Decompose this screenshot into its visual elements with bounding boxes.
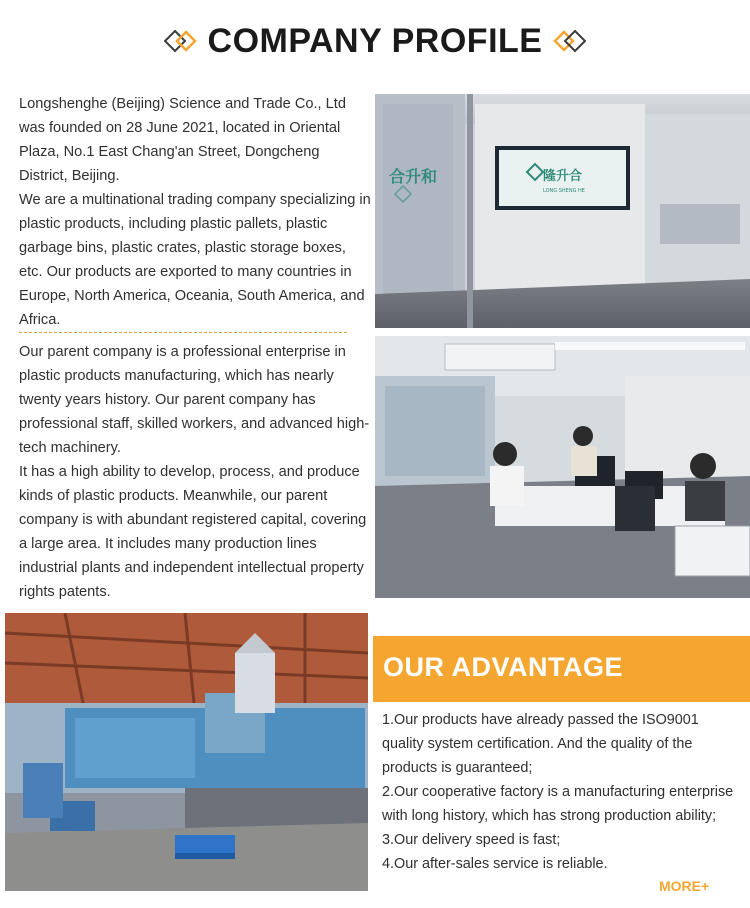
page-header <box>0 18 750 64</box>
reception-screen-logo-text: 隆升合 <box>543 169 583 184</box>
advantage-item-service: 4.Our after-sales service is reliable. <box>382 856 608 872</box>
parent-paragraph-history: Our parent company is a professional enterprise in plastic products manufacturing, which has nearly twenty years history. Our parent company has professional staff, skilled workers, and advanced high-tech machinery. <box>19 344 370 456</box>
intro-paragraph-founding: Longshenghe (Beijing) Science and Trade Co., Ltd was founded on 28 June 2021, located in Oriental Plaza, No.1 East Chang'an Street, Dongcheng District, Beijing. <box>19 96 346 184</box>
factory-photo <box>5 613 368 891</box>
diamond-ornament-right-icon <box>552 29 586 53</box>
advantage-item-factory: 2.Our cooperative factory is a manufacturing enterprise with long history, which has strong production ability; <box>382 784 734 824</box>
reception-screen-logo-subtext: LONG SHENG HE <box>543 188 585 194</box>
advantage-banner <box>373 636 750 702</box>
company-intro <box>19 92 371 332</box>
advantage-title: OUR ADVANTAGE <box>383 652 623 682</box>
reception-photo <box>375 94 750 328</box>
reception-wall-sign: 合升和 <box>389 167 438 186</box>
page-title: COMPANY PROFILE <box>207 21 543 60</box>
parent-paragraph-capability: It has a high ability to develop, process, and produce kinds of plastic products. Meanwhile, our parent company is with abundant registered capital, covering a large area. It includes many production lines industrial plants and independent intellectual property rights patents. <box>19 464 367 600</box>
diamond-ornament-left-icon <box>164 29 198 53</box>
office-photo <box>375 336 750 598</box>
section-divider <box>19 332 347 333</box>
advantage-item-delivery: 3.Our delivery speed is fast; <box>382 832 561 848</box>
parent-company-description <box>19 340 371 604</box>
advantage-item-certification: 1.Our products have already passed the ISO9001 quality system certification. And the quality of the products is guaranteed; <box>382 712 699 776</box>
intro-paragraph-business: We are a multinational trading company specializing in plastic products, including plastic pallets, plastic garbage bins, plastic crates, plastic storage boxes, etc. Our products are exported to many countries in Europe, North America, Oceania, South America, and Africa. <box>19 192 371 328</box>
advantage-list <box>382 708 742 876</box>
more-link[interactable]: MORE+ <box>659 878 710 894</box>
